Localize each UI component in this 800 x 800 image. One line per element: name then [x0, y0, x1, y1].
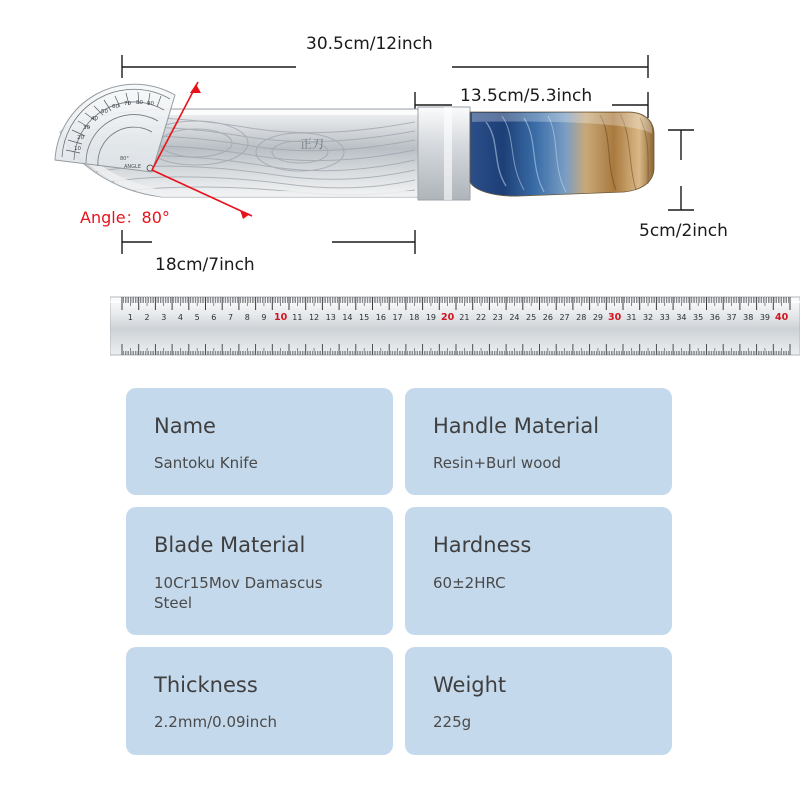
spec-title: Blade Material [154, 533, 306, 558]
spec-card-name [126, 388, 393, 495]
svg-text:2: 2 [144, 313, 150, 322]
svg-text:22: 22 [475, 313, 487, 322]
svg-text:12: 12 [308, 313, 320, 322]
svg-text:31: 31 [626, 313, 637, 322]
svg-text:70: 70 [124, 101, 131, 107]
svg-text:24: 24 [509, 313, 520, 322]
svg-text:36: 36 [709, 313, 720, 322]
spec-value: Santoku Knife [154, 454, 258, 473]
svg-text:10: 10 [74, 146, 81, 152]
spec-row [126, 388, 672, 495]
label-blade-height: 5cm/2inch [639, 221, 728, 241]
svg-text:50: 50 [101, 109, 108, 115]
svg-text:1: 1 [127, 313, 133, 322]
svg-text:19: 19 [425, 313, 437, 322]
svg-text:28: 28 [576, 313, 587, 322]
svg-text:14: 14 [342, 313, 353, 322]
svg-text:29: 29 [592, 313, 604, 322]
label-handle-length: 13.5cm/5.3inch [460, 86, 593, 106]
svg-text:37: 37 [726, 313, 737, 322]
svg-text:17: 17 [392, 313, 403, 322]
spec-row [126, 507, 672, 635]
svg-text:20: 20 [441, 312, 455, 323]
bolster-highlight [444, 107, 452, 200]
svg-text:33: 33 [659, 313, 670, 322]
angle-value-text: 80° [141, 208, 170, 227]
spec-card-thickness [126, 647, 393, 754]
svg-text:32: 32 [642, 313, 654, 322]
svg-text:10: 10 [274, 312, 288, 323]
svg-text:16: 16 [375, 313, 386, 322]
spec-card-handle-material [405, 388, 672, 495]
svg-text:38: 38 [743, 313, 754, 322]
label-angle [80, 205, 170, 228]
svg-text:11: 11 [292, 313, 303, 322]
svg-text:80°: 80° [120, 156, 129, 162]
spec-value: 60±2HRC [433, 573, 506, 592]
knife-diagram [0, 0, 800, 290]
spec-title: Handle Material [433, 414, 600, 438]
svg-text:正刀: 正刀 [300, 137, 325, 151]
blade-brand-mark [298, 134, 324, 152]
svg-text:80: 80 [136, 100, 143, 106]
svg-text:25: 25 [526, 313, 537, 322]
spec-card-weight [405, 647, 672, 754]
svg-text:3: 3 [161, 313, 167, 322]
spec-title: Weight [433, 673, 507, 698]
svg-text:7: 7 [228, 313, 234, 322]
spec-table [126, 388, 672, 755]
label-blade-length: 18cm/7inch [155, 255, 255, 275]
svg-text:40: 40 [91, 116, 98, 122]
svg-text:26: 26 [542, 313, 553, 322]
spec-value: 10Cr15Mov Damascus Steel [154, 573, 323, 612]
svg-text:60: 60 [112, 104, 119, 110]
svg-text:13: 13 [325, 313, 336, 322]
svg-text:34: 34 [676, 313, 687, 322]
svg-text:39: 39 [759, 313, 771, 322]
svg-text:30: 30 [608, 312, 622, 323]
spec-value: Resin+Burl wood [433, 454, 562, 473]
svg-text:20: 20 [77, 135, 84, 141]
angle-label-text: Angle： [80, 208, 142, 227]
spec-title: Hardness [433, 533, 532, 558]
ruler-svg [110, 292, 800, 362]
svg-text:15: 15 [359, 313, 370, 322]
svg-text:23: 23 [492, 313, 503, 322]
spec-row [126, 647, 672, 754]
spec-card-blade-material [126, 507, 393, 635]
svg-text:8: 8 [244, 313, 250, 322]
label-total-length: 30.5cm/12inch [306, 34, 433, 54]
svg-text:21: 21 [459, 313, 470, 322]
spec-value: 225g [433, 713, 472, 732]
spec-value: 2.2mm/0.09inch [154, 713, 277, 732]
ruler-body [110, 297, 800, 355]
svg-text:9: 9 [261, 313, 267, 322]
dimension-total-length [122, 55, 648, 78]
dimension-blade-height [668, 130, 694, 210]
dimension-blade-length [122, 230, 415, 254]
svg-text:90: 90 [147, 101, 154, 107]
svg-text:6: 6 [211, 313, 217, 322]
svg-text:30: 30 [83, 125, 90, 131]
svg-text:35: 35 [693, 313, 704, 322]
svg-text:ANGLE: ANGLE [124, 164, 141, 170]
svg-text:18: 18 [409, 313, 420, 322]
spec-title: Name [154, 414, 216, 438]
svg-text:4: 4 [177, 313, 183, 322]
svg-text:27: 27 [559, 313, 570, 322]
svg-text:5: 5 [194, 313, 200, 322]
svg-text:40: 40 [775, 312, 789, 323]
protractor [48, 77, 175, 172]
ruler [110, 292, 800, 362]
spec-title: Thickness [154, 673, 258, 698]
spec-card-hardness [405, 507, 672, 635]
